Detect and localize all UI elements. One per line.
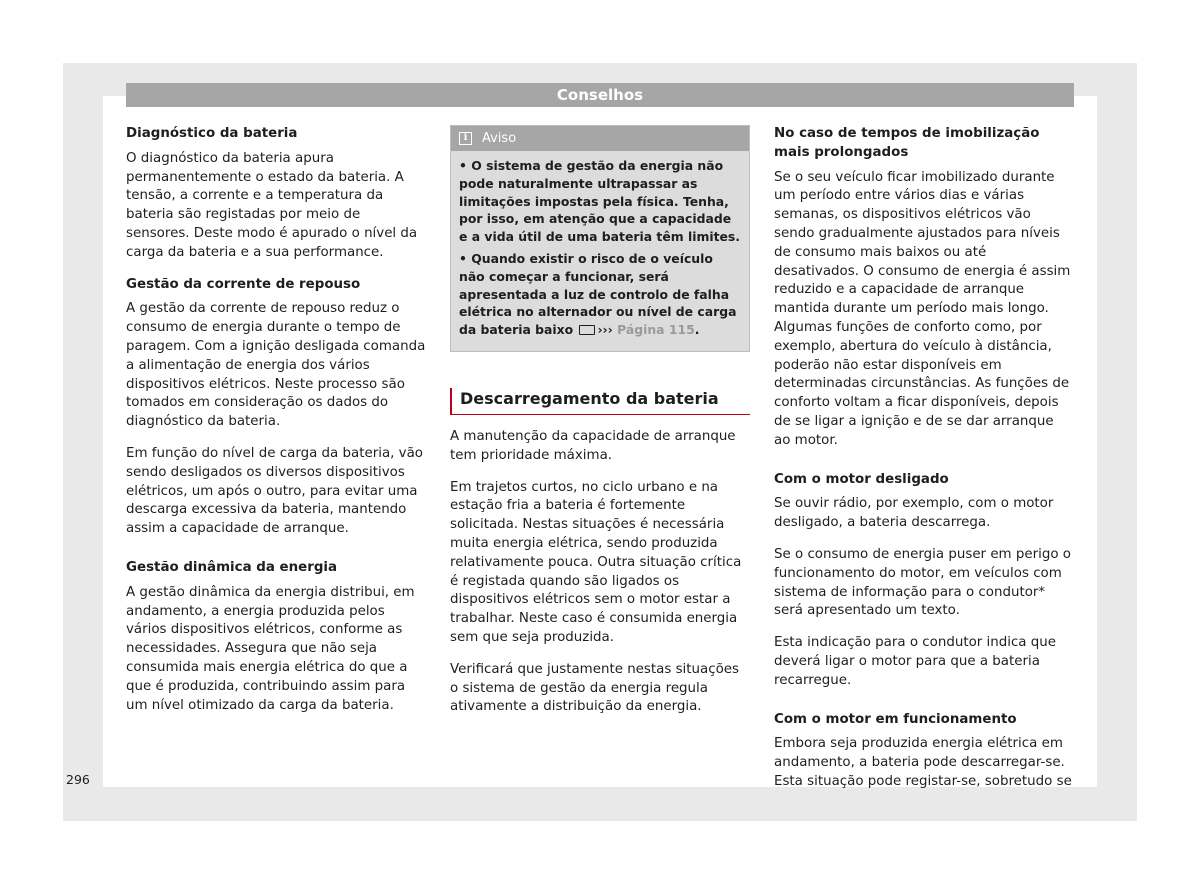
paragraph: O diagnóstico da bateria apura permanentemente o estado da bateria. A tensão, a corrente e a temperatura da bateria são registadas por meio de sensores. Deste modo é apurado o nível da carga da bateria e a sua performance. — [126, 150, 418, 260]
heading-quiescent-current: Gestão da corrente de repouso — [126, 276, 361, 292]
page-reference-link[interactable]: Página 115 — [617, 322, 695, 338]
heading-engine-off: Com o motor desligado — [774, 471, 949, 487]
paragraph: Embora seja produzida energia elétrica em andamento, a bateria pode descarregar-se. Esta situação pode registar-se, sobretudo se — [774, 736, 1072, 789]
paragraph: Se o consumo de energia puser em perigo o funcionamento do motor, em veículos com sistema de informação para o condutor* será apresentado um texto. — [774, 546, 1071, 619]
column-middle — [450, 125, 750, 730]
heading-engine-running: Com o motor em funcionamento — [774, 711, 1017, 727]
warning-bullet: • Quando existir o risco de o veículo não começar a funcionar, será apresentada a luz de controlo de falha elétrica no alternador ou nível de carga da bateria baixo ››› Página 115. — [459, 250, 737, 338]
heading-long-immobilization: No caso de tempos de imobilização mais prolongados — [774, 126, 1040, 160]
paragraph: Esta indicação para o condutor indica que deverá ligar o motor para que a bateria recarregue. — [774, 635, 1056, 688]
column-right — [774, 125, 1074, 805]
chapter-header: Conselhos — [126, 83, 1074, 107]
paragraph: A manutenção da capacidade de arranque tem prioridade máxima. — [450, 428, 736, 463]
warning-title: Aviso — [482, 131, 517, 146]
warning-bullet: • O sistema de gestão da energia não pode naturalmente ultrapassar as limitações impostas pela física. Tenha, por isso, em atenção que a capacidade e a vida útil de uma bateria têm limites. — [459, 158, 741, 245]
warning-body — [451, 151, 749, 351]
paragraph: Em trajetos curtos, no ciclo urbano e na estação fria a bateria é fortemente solicitada. Nestas situações é necessária muita energia elétrica, sendo produzida relativamente pouca. Outra situação crítica é registada quando são ligados os dispositivos elétricos sem o motor estar a trabalhar. Neste caso é consumida energia sem que seja produzida. — [450, 479, 742, 645]
paragraph: A gestão dinâmica da energia distribui, em andamento, a energia produzida pelos vários dispositivos elétricos, conforme as necessidades. Assegura que não seja consumida mais energia elétrica do que a que é produzida, contribuindo assim para um nível otimizado da carga da bateria. — [126, 584, 415, 713]
paragraph: Se ouvir rádio, por exemplo, com o motor desligado, a bateria descarrega. — [774, 496, 1054, 531]
warning-header — [451, 126, 749, 151]
info-icon: i — [459, 132, 472, 145]
column-left — [126, 125, 426, 728]
paragraph: Verificará que justamente nestas situações o sistema de gestão da energia regula ativamente a distribuição da energia. — [450, 661, 739, 715]
book-icon — [579, 325, 595, 335]
heading-battery-diagnosis: Diagnóstico da bateria — [126, 126, 298, 141]
paragraph: Se o seu veículo ficar imobilizado durante um período entre vários dias e várias semanas, os dispositivos elétricos vão sendo gradualmente ajustados para níveis de consumo mais baixos ou até desativados. O consumo de energia é assim reduzido e a capacidade de arranque mantida durante um período mais longo. Algumas funções de conforto como, por exemplo, abertura do veículo à distância, poderão não estar disponíveis em determinadas circunstâncias. As funções de conforto voltam a ficar disponíveis, depois de se ligar a ignição e de se dar arranque ao motor. — [774, 169, 1071, 448]
section-title: Descarregamento da bateria — [450, 388, 750, 415]
arrows-icon: ››› — [597, 322, 613, 338]
heading-dynamic-energy: Gestão dinâmica da energia — [126, 559, 338, 575]
warning-box — [450, 125, 750, 352]
paragraph: Em função do nível de carga da bateria, vão sendo desligados os diversos dispositivos elétricos, um após o outro, para evitar uma descarga excessiva da bateria, mantendo assim a capacidade de arranque. — [126, 445, 423, 537]
page-number: 296 — [66, 772, 90, 787]
paragraph: A gestão da corrente de repouso reduz o consumo de energia durante o tempo de paragem. Com a ignição desligada comanda a alimentação de energia dos vários dispositivos elétricos. Neste processo são tomados em consideração os dados do diagnóstico da bateria. — [126, 301, 426, 430]
